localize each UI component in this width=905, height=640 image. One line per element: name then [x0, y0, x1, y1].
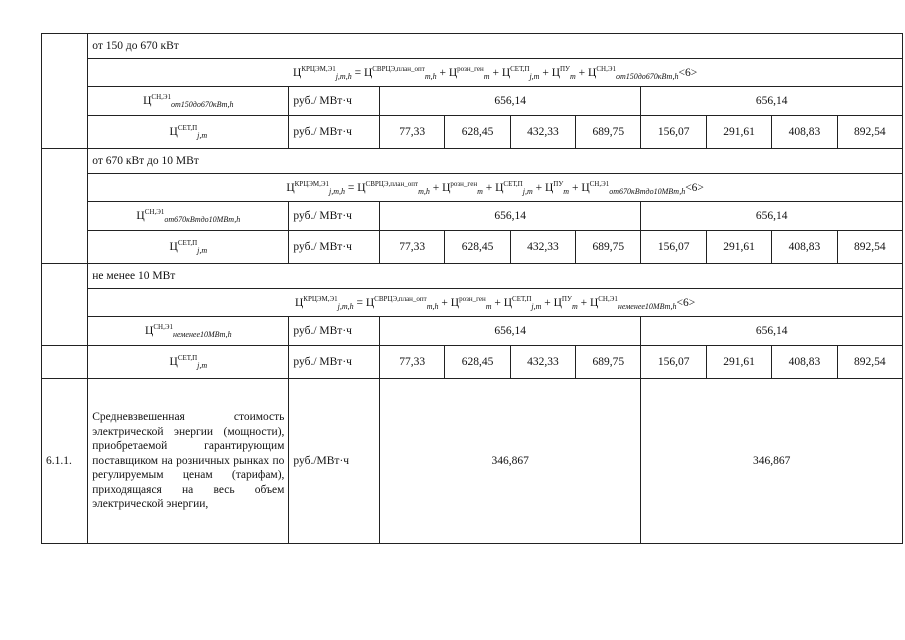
set-value: 432,33: [510, 116, 575, 149]
set-value: 156,07: [641, 346, 706, 379]
item-value: 346,867: [641, 379, 903, 544]
set-value: 432,33: [510, 231, 575, 264]
set-symbol: $Ц^{СЕТ,П}_{j,m}$: [88, 231, 289, 264]
set-value: 408,83: [772, 346, 837, 379]
formula-row: [42, 289, 903, 317]
unit-label: руб./ МВт·ч: [289, 231, 380, 264]
sn-symbol: $Ц^{СН,Э1}_{неменее10МВт,h}$: [88, 317, 289, 346]
set-value: 628,45: [445, 231, 510, 264]
set-value: 432,33: [510, 346, 575, 379]
set-value: 628,45: [445, 346, 510, 379]
set-value: 408,83: [772, 231, 837, 264]
tariff-table: [41, 33, 903, 544]
set-value: 77,33: [379, 346, 444, 379]
formula-row: [42, 174, 903, 202]
sn-value: 656,14: [641, 87, 903, 116]
number-cell: [42, 34, 88, 149]
sn-value: 656,14: [641, 202, 903, 231]
number-cell: [42, 264, 88, 346]
set-value: 77,33: [379, 231, 444, 264]
sn-symbol: $Ц^{СН,Э1}_{от670кВтдо10МВт,h}$: [88, 202, 289, 231]
set-value: 689,75: [576, 346, 641, 379]
formula: $Ц^{КРЦЭМ,Э1}_{j,m,h} = Ц^{СВРЦЭ,план\_опт}_{m,h} + Ц^{розн\_ген}_m + Ц^{СЕТ,П}_{j,m} + Ц^{ПУ}_m + Ц^{СН,Э1}_{от150до670кВт,h}<6>$: [88, 59, 903, 87]
set-symbol: $Ц^{СЕТ,П}_{j,m}$: [88, 116, 289, 149]
unit-label: руб./ МВт·ч: [289, 87, 380, 116]
section-title: от 150 до 670 кВт: [88, 34, 903, 59]
set-row: [42, 346, 903, 379]
set-value: 291,61: [706, 116, 771, 149]
set-value: 408,83: [772, 116, 837, 149]
formula: $Ц^{КРЦЭМ,Э1}_{j,m,h} = Ц^{СВРЦЭ,план\_опт}_{m,h} + Ц^{розн\_ген}_m + Ц^{СЕТ,П}_{j,m} + Ц^{ПУ}_m + Ц^{СН,Э1}_{неменее10МВт,h}<6>$: [88, 289, 903, 317]
set-value: 892,54: [837, 346, 902, 379]
item-description: Средневзвешенная стоимость электрической энергии (мощности), приобретаемой гарантирующим поставщиком на розничных рынках по регулируемым ценам (тарифам), приходящаяся на весь объем электрической энергии,: [88, 379, 289, 544]
set-value: 156,07: [641, 231, 706, 264]
sn-value: 656,14: [379, 202, 641, 231]
sn-row: [42, 202, 903, 231]
sn-value: 656,14: [379, 317, 641, 346]
number-cell: [42, 346, 88, 379]
formula: $Ц^{КРЦЭМ,Э1}_{j,m,h} = Ц^{СВРЦЭ,план\_опт}_{m,h} + Ц^{розн\_ген}_m + Ц^{СЕТ,П}_{j,m} + Ц^{ПУ}_m + Ц^{СН,Э1}_{от670кВтдо10МВт,h}<6>$: [88, 174, 903, 202]
set-row: [42, 231, 903, 264]
set-row: [42, 116, 903, 149]
section-title: от 670 кВт до 10 МВт: [88, 149, 903, 174]
formula-row: [42, 59, 903, 87]
unit-label: руб./ МВт·ч: [289, 317, 380, 346]
set-value: 892,54: [837, 231, 902, 264]
set-value: 689,75: [576, 231, 641, 264]
sn-value: 656,14: [379, 87, 641, 116]
sn-row: [42, 317, 903, 346]
item-value: 346,867: [379, 379, 641, 544]
set-value: 291,61: [706, 231, 771, 264]
set-value: 156,07: [641, 116, 706, 149]
set-value: 892,54: [837, 116, 902, 149]
set-value: 77,33: [379, 116, 444, 149]
sn-symbol: $Ц^{СН,Э1}_{от150до670кВт,h}$: [88, 87, 289, 116]
set-value: 689,75: [576, 116, 641, 149]
set-value: 291,61: [706, 346, 771, 379]
unit-label: руб./ МВт·ч: [289, 346, 380, 379]
number-cell: [42, 149, 88, 264]
section-title-row: [42, 149, 903, 174]
set-symbol: $Ц^{СЕТ,П}_{j,m}$: [88, 346, 289, 379]
unit-label: руб./ МВт·ч: [289, 116, 380, 149]
item-611-row: [42, 379, 903, 544]
unit-label: руб./ МВт·ч: [289, 202, 380, 231]
section-title-row: [42, 34, 903, 59]
item-number: 6.1.1.: [42, 379, 88, 544]
set-value: 628,45: [445, 116, 510, 149]
item-unit: руб./МВт·ч: [289, 379, 380, 544]
sn-row: [42, 87, 903, 116]
section-title-row: [42, 264, 903, 289]
section-title: не менее 10 МВт: [88, 264, 903, 289]
sn-value: 656,14: [641, 317, 903, 346]
